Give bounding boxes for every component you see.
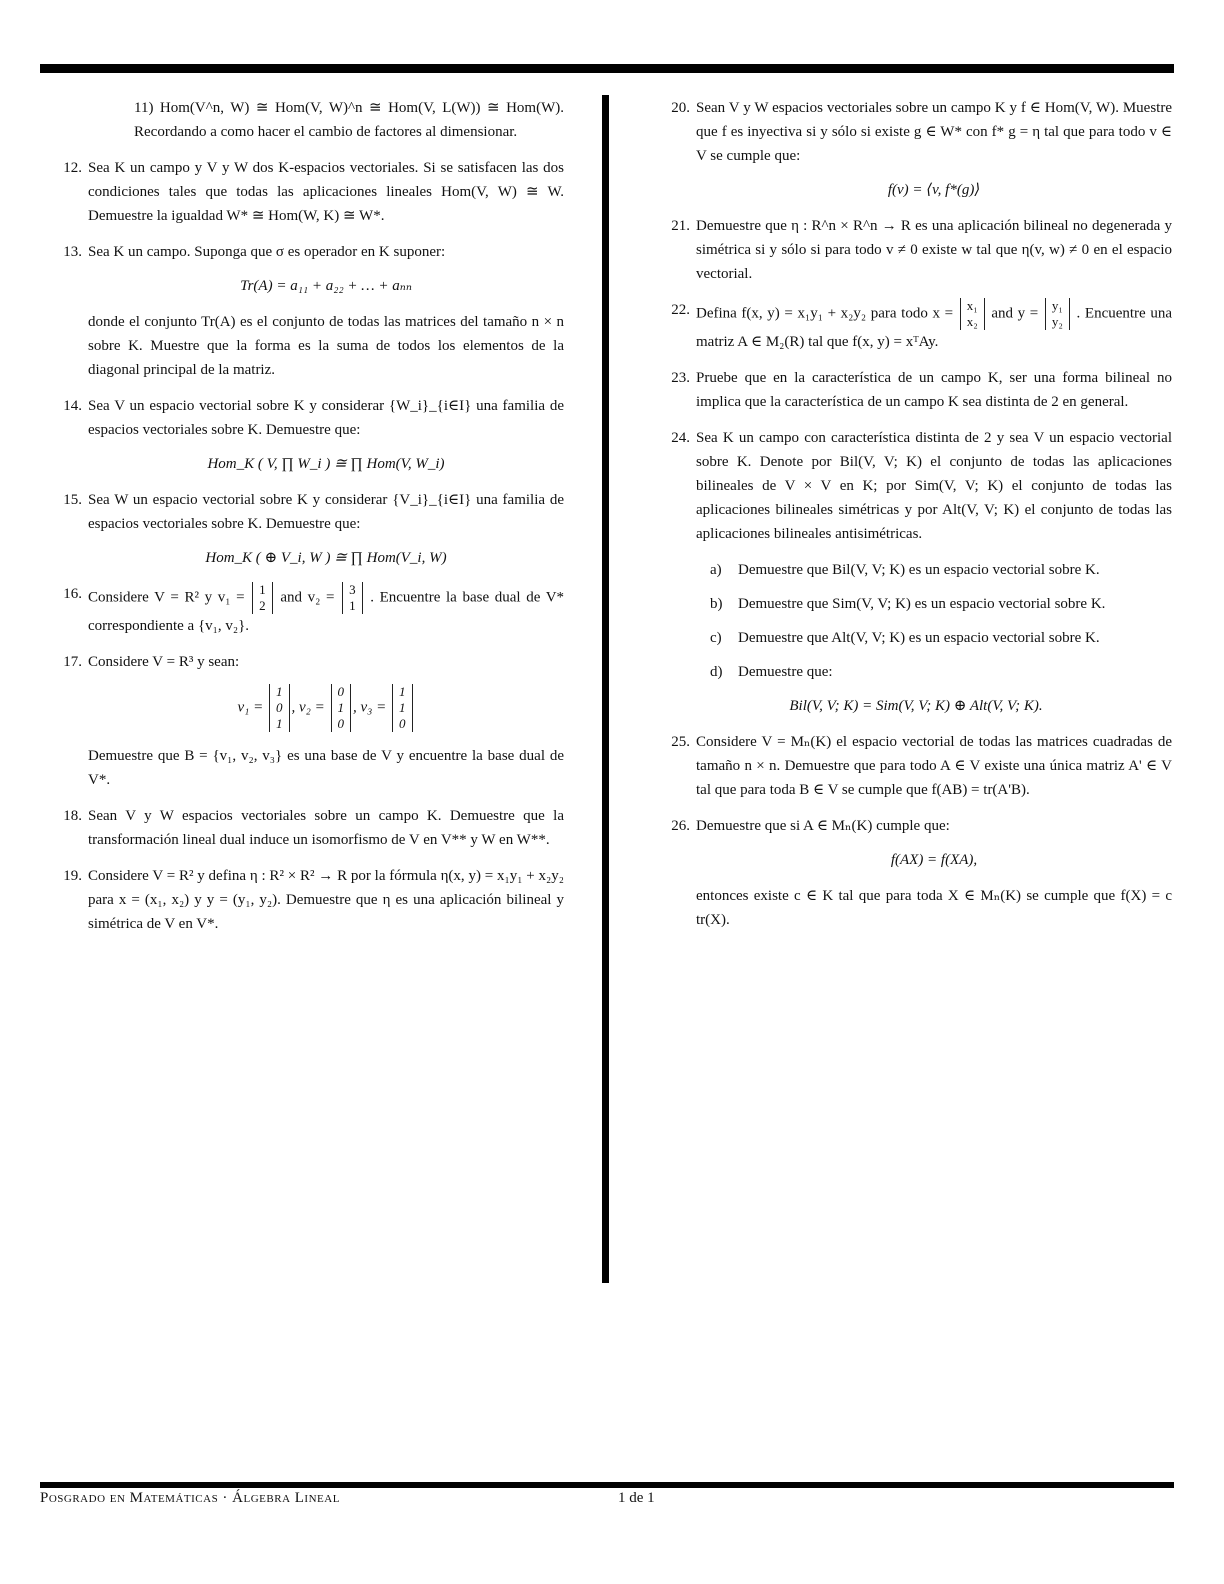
exercise-text: Considere V = R³ y sean:	[88, 654, 240, 670]
exercise-number: 20.	[671, 100, 690, 116]
exercise-15	[52, 488, 564, 570]
exercise-number: 15.	[63, 492, 82, 508]
left-column	[52, 96, 564, 948]
exercise-text: donde el conjunto Tr(A) es el conjunto de todas las matrices del tamaño n × n sobre K. Muestre que la forma es la suma de todos los elementos de la diagonal principal de la matriz.	[88, 314, 564, 378]
exercise-text: Sean V y W espacios vectoriales sobre un campo K. Demuestre que la transformación lineal dual induce un isomorfismo de V en V** y W en W**.	[88, 808, 564, 848]
exercise-number: 19.	[63, 868, 82, 884]
exercise-number: 17.	[63, 654, 82, 670]
exercise-24b	[660, 592, 1172, 616]
exercise-13	[52, 240, 564, 382]
exercise-24c	[660, 626, 1172, 650]
exercise-text: Defina f(x, y) = x₁y₁ + x₂y₂ para todo x =	[696, 305, 954, 322]
exercise-18	[52, 804, 564, 852]
exercise-number: 23.	[671, 370, 690, 386]
equation: f(v) = ⟨v, f*(g)⟩	[887, 182, 981, 198]
exercise-number: 21.	[671, 218, 690, 234]
exercise-11-continued	[52, 96, 564, 144]
exercise-text: and v₂ =	[280, 589, 335, 606]
exercise-25	[660, 730, 1172, 802]
exercise-text: 11) Hom(V^n, W) ≅ Hom(V, W)^n ≅ Hom(V, L(W)) ≅ Hom(W). Recordando a como hacer el cambio de factores al dimensionar.	[134, 100, 564, 140]
exercise-22	[660, 298, 1172, 354]
exercise-26	[660, 814, 1172, 932]
exercise-12	[52, 156, 564, 228]
exercise-text: Sea V un espacio vectorial sobre K y considerar {W_i}_{i∈I} una familia de espacios vectoriales sobre K. Demuestre que:	[88, 398, 564, 438]
column-vector: 0 1 0	[331, 684, 352, 732]
exercise-text: Demuestre que Bil(V, V; K) es un espacio vectorial sobre K.	[738, 562, 1100, 578]
exercise-text: Considere V = R² y defina η : R² × R² → R por la fórmula η(x, y) = x₁y₁ + x₂y₂ para x = (x₁, x₂) y y = (y₁, y₂). Demuestre que η es una aplicación bilineal y simétrica de V en V*.	[88, 868, 564, 932]
exercise-text: entonces existe c ∈ K tal que para toda X ∈ Mₙ(K) se cumple que f(X) = c tr(X).	[696, 888, 1172, 928]
exercise-number: 18.	[63, 808, 82, 824]
exercise-number: 16.	[63, 586, 82, 602]
exercise-text: Demuestre que si A ∈ Mₙ(K) cumple que:	[696, 818, 950, 834]
equation: Bil(V, V; K) = Sim(V, V; K) ⊕ Alt(V, V; K).	[789, 698, 1043, 714]
exercise-text: Demuestre que:	[738, 664, 833, 680]
subitem-label: b)	[710, 596, 723, 612]
exercise-17	[52, 650, 564, 792]
exercise-number: 24.	[671, 430, 690, 446]
exercise-text: Demuestre que Alt(V, V; K) es un espacio vectorial sobre K.	[738, 630, 1100, 646]
exercise-text: . Encuentre la base dual de V* correspondiente a {v₁, v₂}.	[88, 589, 565, 634]
exercise-number: 14.	[63, 398, 82, 414]
equation: Hom_K ( V, ∏ W_i ) ≅ ∏ Hom(V, W_i)	[207, 456, 445, 472]
subitem-label: c)	[710, 630, 722, 646]
exercise-text: Sean V y W espacios vectoriales sobre un campo K y f ∈ Hom(V, W). Muestre que f es inyectiva si y sólo si existe g ∈ W* con f* g = η tal que para todo v ∈ V se cumple que:	[696, 100, 1172, 164]
exercise-text: Sea K un campo. Suponga que σ es operador en K suponer:	[88, 244, 446, 260]
page-footer	[40, 1490, 1174, 1514]
exercise-number: 13.	[63, 244, 82, 260]
equation: f(AX) = f(XA),	[890, 852, 978, 868]
subitem-label: d)	[710, 664, 723, 680]
exercise-20	[660, 96, 1172, 202]
exercise-16	[52, 582, 564, 638]
exercise-text: Pruebe que en la característica de un campo K, ser una forma bilineal no implica que la característica de un campo K sea distinta de 2 en general.	[696, 370, 1172, 410]
exercise-24	[660, 426, 1172, 546]
footer-title: Posgrado en Matemáticas · Álgebra Lineal	[40, 1490, 340, 1506]
equation: Hom_K ( ⊕ V_i, W ) ≅ ∏ Hom(V_i, W)	[205, 550, 447, 566]
exercise-text: Sea K un campo con característica distinta de 2 y sea V un espacio vectorial sobre K. Denote por Bil(V, V; K) el conjunto de todas las aplicaciones bilineales de V × V en K; por Sim(V, V; K) el conjunto de todas las aplicaciones bilineales simétricas y por Alt(V, V; K) el conjunto de todas las aplicaciones bilineales antisimétricas.	[696, 430, 1172, 542]
column-vector: 1 2	[252, 582, 273, 614]
exercise-24a	[660, 558, 1172, 582]
exercise-19	[52, 864, 564, 936]
column-vector: 1 0 1	[269, 684, 290, 732]
exercise-number: 12.	[63, 160, 82, 176]
exercise-text: Demuestre que B = {v₁, v₂, v₃} es una base de V y encuentre la base dual de V*.	[88, 748, 564, 788]
top-rule	[40, 64, 1174, 73]
page-number: 1 de 1	[618, 1490, 655, 1506]
column-vector: x₁ x₂	[960, 298, 985, 330]
exercise-23	[660, 366, 1172, 414]
subitem-label: a)	[710, 562, 722, 578]
column-vector: 1 1 0	[392, 684, 413, 732]
equation: Tr(A) = a₁₁ + a₂₂ + … + aₙₙ	[240, 278, 412, 294]
exercise-text: Demuestre que η : R^n × R^n → R es una aplicación bilineal no degenerada y simétrica si y sólo si para todo v ≠ 0 existe w tal que η(v, w) ≠ 0 en el espacio vectorial.	[696, 218, 1172, 282]
exercise-text: Sea K un campo y V y W dos K-espacios vectoriales. Si se satisfacen las dos condiciones tales que todas las aplicaciones lineales Hom(V, W) ≅ W. Demuestre la igualdad W* ≅ Hom(W, K) ≅ W*.	[88, 160, 564, 224]
exercise-text: . Encuentre una matriz A ∈ M₂(R) tal que f(x, y) = xᵀAy.	[696, 305, 1172, 350]
column-vector: y₁ y₂	[1045, 298, 1070, 330]
exercise-text: Demuestre que Sim(V, V; K) es un espacio vectorial sobre K.	[738, 596, 1106, 612]
column-divider	[602, 95, 609, 1283]
exercise-24d	[660, 660, 1172, 684]
bottom-rule	[40, 1482, 1174, 1488]
equation-vectors: v₁ = 1 0 1, v₂ = 0 1 0, v₃ = 1 1 0	[88, 684, 564, 732]
exercise-number: 22.	[671, 302, 690, 318]
column-vector: 3 1	[342, 582, 363, 614]
exercise-number: 26.	[671, 818, 690, 834]
exercise-text: Considere V = Mₙ(K) el espacio vectorial de todas las matrices cuadradas de tamaño n × n. Demuestre que para todo A ∈ V existe una única matriz A' ∈ V tal que para toda B ∈ V se cumple que f(AB) = tr(A'B).	[696, 734, 1172, 798]
right-column	[660, 96, 1172, 944]
exercise-21	[660, 214, 1172, 286]
exercise-text: Sea W un espacio vectorial sobre K y considerar {V_i}_{i∈I} una familia de espacios vectoriales sobre K. Demuestre que:	[88, 492, 564, 532]
exercise-number: 25.	[671, 734, 690, 750]
exercise-text: Considere V = R² y v₁ =	[88, 589, 245, 606]
exercise-text: and y =	[991, 305, 1039, 322]
exercise-14	[52, 394, 564, 476]
